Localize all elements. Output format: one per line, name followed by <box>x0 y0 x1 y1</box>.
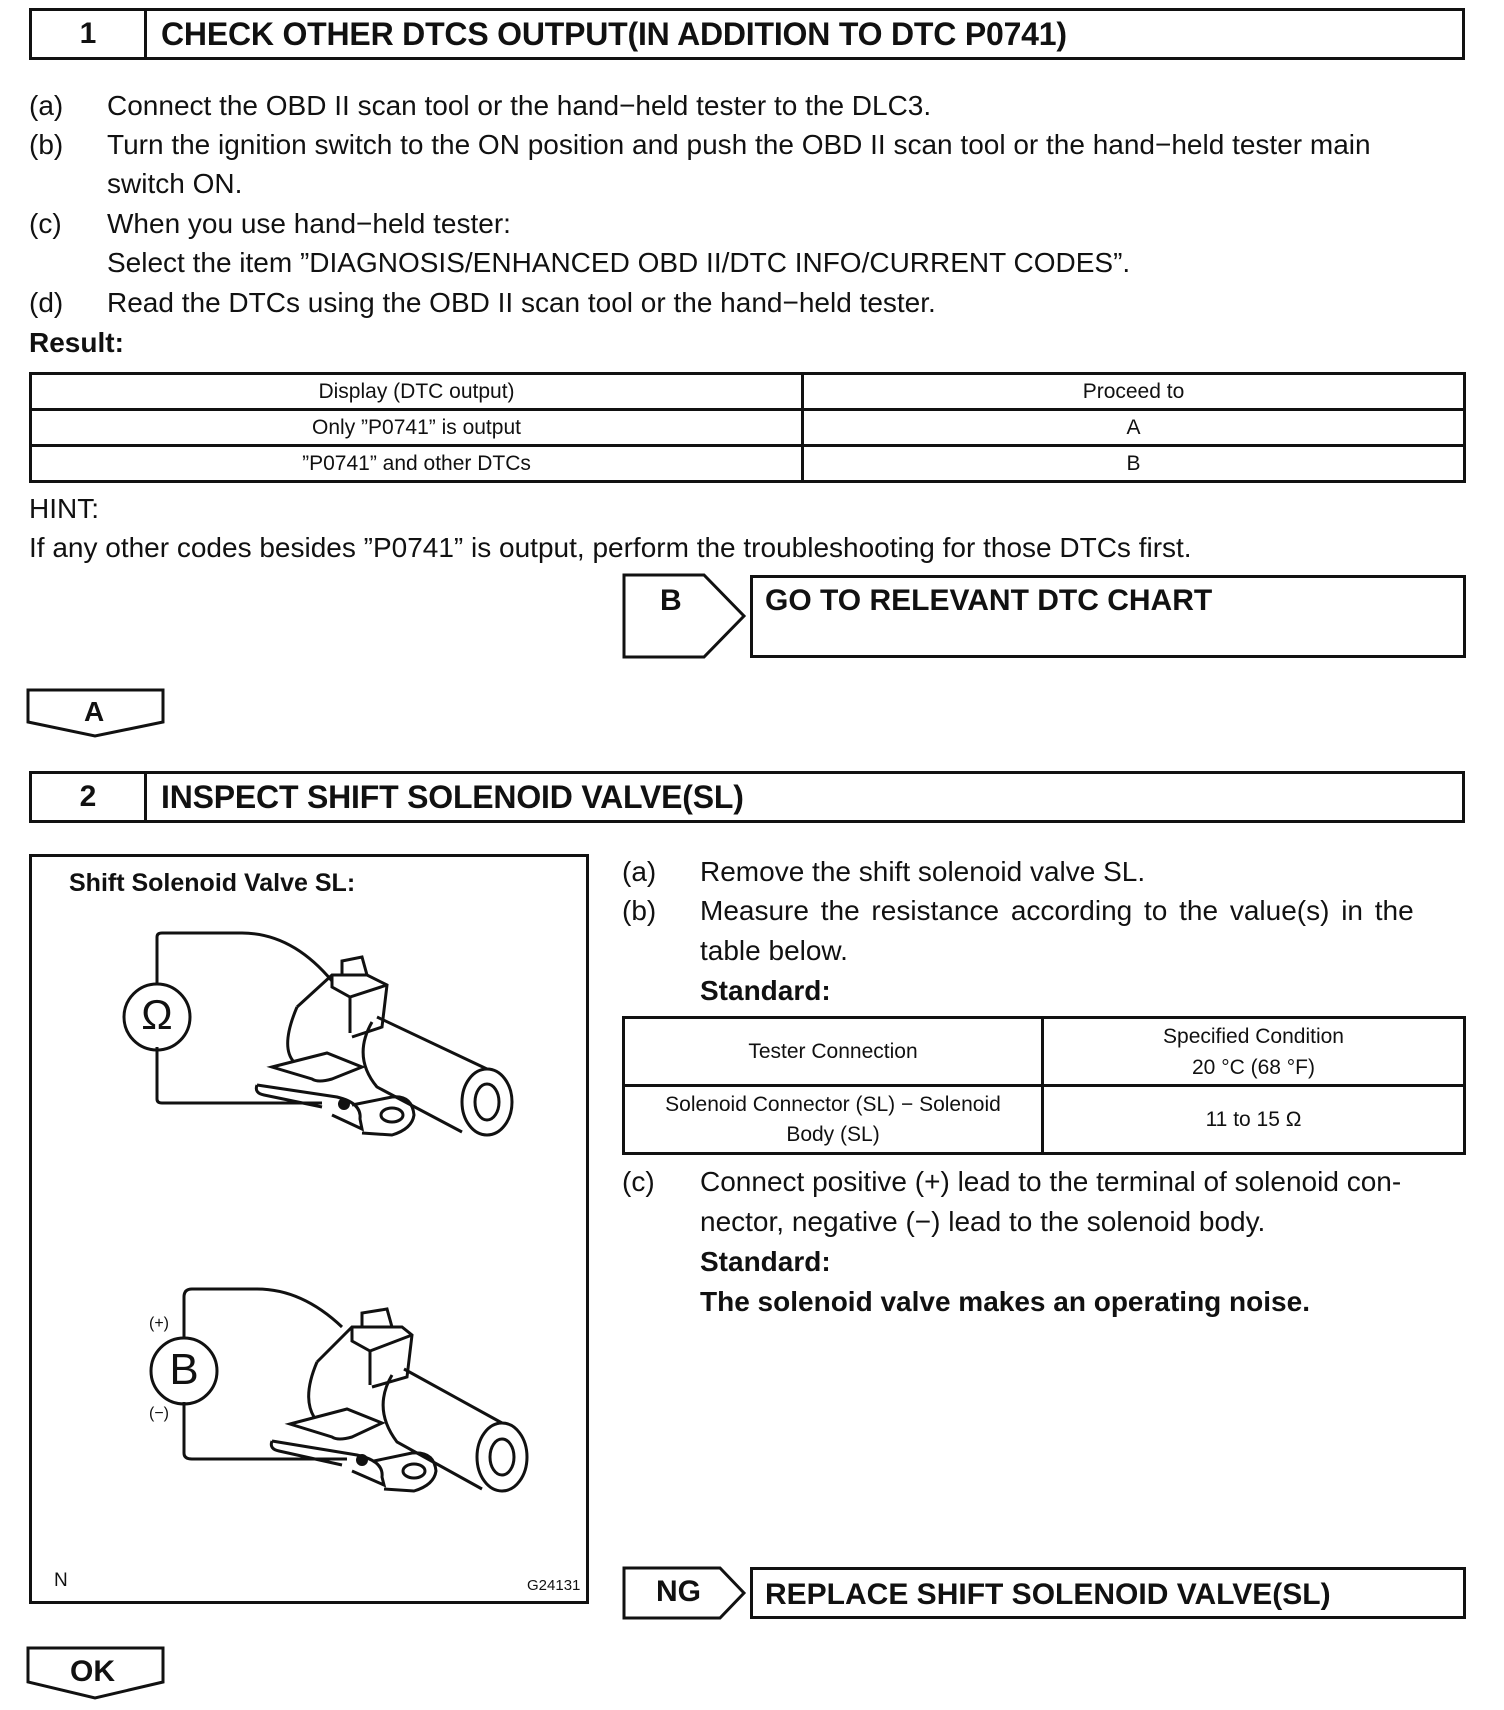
table-cell: 11 to 15 Ω <box>1043 1086 1465 1154</box>
battery-circuit <box>151 1289 527 1491</box>
instruction-label: (b) <box>29 129 64 160</box>
minus-label: (−) <box>149 1405 169 1422</box>
table-row <box>624 1086 1465 1154</box>
hint-label: HINT: <box>29 493 99 524</box>
table-header: Display (DTC output) <box>31 374 803 410</box>
step1-header <box>29 8 1465 60</box>
spec-header-line1: Specified Condition <box>1163 1024 1344 1048</box>
branch-b-text: GO TO RELEVANT DTC CHART <box>750 575 1466 658</box>
spec-header-line2: 20 °C (68 °F) <box>1192 1055 1315 1079</box>
instruction-label: (c) <box>29 208 62 239</box>
step2-instruction-b-cont: table below. <box>700 935 848 966</box>
table-row <box>31 446 1465 482</box>
table-header: Tester Connection <box>624 1018 1043 1086</box>
step2-number: 2 <box>32 774 147 820</box>
instruction-label: (b) <box>622 895 657 926</box>
branch-ng-text: REPLACE SHIFT SOLENOID VALVE(SL) <box>750 1567 1466 1619</box>
battery-symbol: B <box>169 1345 199 1394</box>
table-cell: ”P0741” and other DTCs <box>31 446 803 482</box>
branch-b-arrow <box>622 573 748 659</box>
connection-line1: Solenoid Connector (SL) − Solenoid <box>665 1092 1001 1116</box>
instruction-text: Connect the OBD II scan tool or the hand−held tester to the DLC3. <box>107 90 932 121</box>
instruction-text: Turn the ignition switch to the ON position and push the OBD II scan tool or the hand−held tester main <box>107 129 1371 160</box>
step1-instruction-b-cont: switch ON. <box>107 168 243 199</box>
instruction-text: When you use hand−held tester: <box>107 208 511 239</box>
standard-table <box>622 1016 1466 1155</box>
next-a-label: A <box>84 696 105 727</box>
step1-instruction-c-cont: Select the item ”DIAGNOSIS/ENHANCED OBD II/DTC INFO/CURRENT CODES”. <box>107 247 1131 278</box>
standard2-label: Standard: <box>700 1246 831 1277</box>
step2-header <box>29 771 1465 823</box>
result-table <box>29 372 1466 483</box>
step2-instruction-c <box>622 1162 1401 1202</box>
step2-instruction-a <box>622 852 1145 892</box>
step2-title: INSPECT SHIFT SOLENOID VALVE(SL) <box>161 778 744 815</box>
figure-id: G24131 <box>527 1577 581 1594</box>
instruction-label: (a) <box>29 90 64 121</box>
figure-corner-label: N <box>54 1570 68 1591</box>
step2-instruction-c-cont: nector, negative (−) lead to the solenoid body. <box>700 1206 1266 1237</box>
table-cell: Only ”P0741” is output <box>31 410 803 446</box>
ohmmeter-circuit <box>124 933 512 1135</box>
connection-line2: Body (SL) <box>786 1122 880 1146</box>
solenoid-diagram <box>32 857 586 1601</box>
table-cell: A <box>803 410 1465 446</box>
step1-number: 1 <box>32 11 147 57</box>
result-label: Result: <box>29 327 124 358</box>
standard2-text: The solenoid valve makes an operating noise. <box>700 1286 1310 1317</box>
branch-b-label: B <box>660 584 682 617</box>
hint-text: If any other codes besides ”P0741” is output, perform the troubleshooting for those DTCs first. <box>29 532 1192 563</box>
table-cell: B <box>803 446 1465 482</box>
branch-ng-label: NG <box>656 1575 701 1608</box>
step2-instruction-b <box>622 891 1414 931</box>
step1-instruction-b <box>29 125 1371 165</box>
plus-label: (+) <box>149 1315 169 1332</box>
ohm-symbol: Ω <box>141 991 173 1038</box>
step1-instruction-d <box>29 283 936 323</box>
instruction-label: (d) <box>29 287 64 318</box>
standard-label: Standard: <box>700 975 831 1006</box>
step1-instruction-a <box>29 86 931 126</box>
table-header: Proceed to <box>803 374 1465 410</box>
step1-instruction-c <box>29 204 511 244</box>
table-header <box>1043 1018 1465 1086</box>
instruction-text: Read the DTCs using the OBD II scan tool or the hand−held tester. <box>107 287 936 318</box>
instruction-label: (c) <box>622 1166 655 1197</box>
figure-title: Shift Solenoid Valve SL: <box>69 869 356 897</box>
table-row <box>31 410 1465 446</box>
instruction-text: Measure the resistance according to the value(s) in the <box>700 895 1414 926</box>
table-cell <box>624 1086 1043 1154</box>
instruction-label: (a) <box>622 856 657 887</box>
next-ok-label: OK <box>70 1655 115 1688</box>
step1-title: CHECK OTHER DTCS OUTPUT(IN ADDITION TO DTC P0741) <box>161 15 1067 52</box>
instruction-text: Remove the shift solenoid valve SL. <box>700 856 1146 887</box>
solenoid-figure <box>29 854 589 1604</box>
instruction-text: Connect positive (+) lead to the terminal of solenoid con- <box>700 1166 1402 1197</box>
